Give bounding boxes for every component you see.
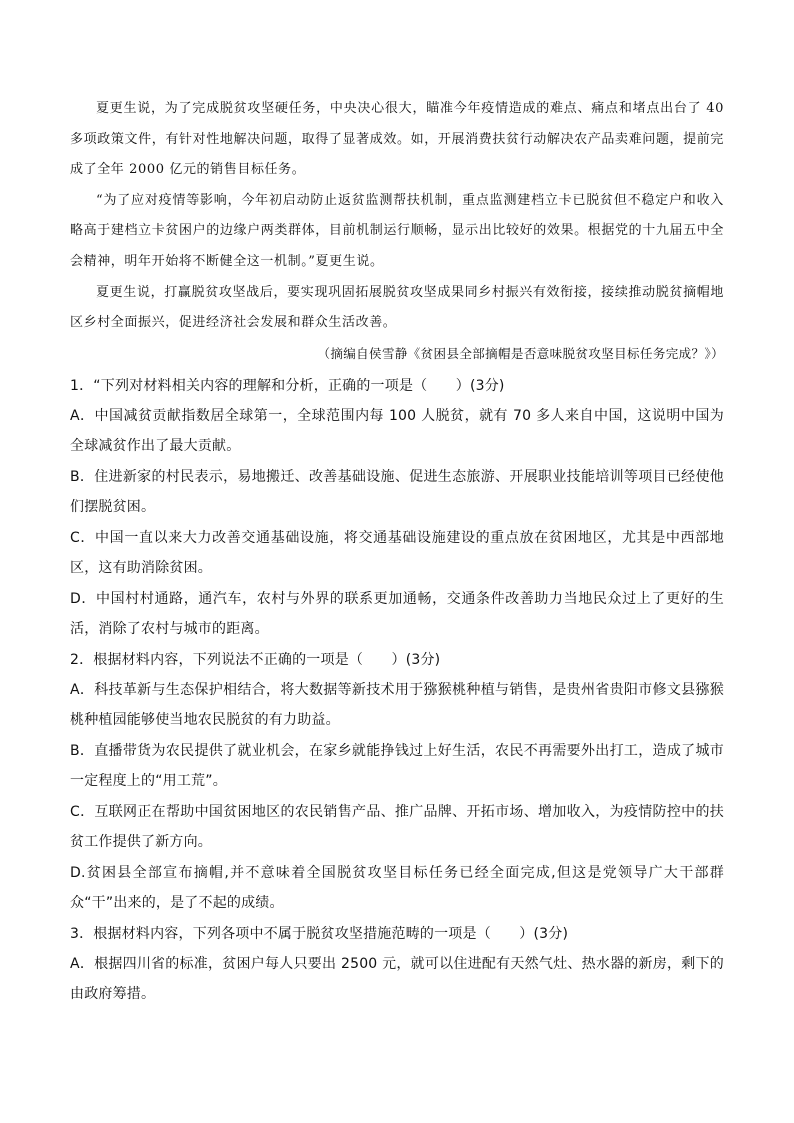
document-page [70, 94, 724, 1010]
question-2 [70, 645, 724, 919]
question-stem: 2．根据材料内容，下列说法不正确的一项是（ ）(3分) [70, 651, 441, 668]
passage-source: （摘编自侯雪静《贫困县全部摘帽是否意味脱贫攻坚目标任务完成？》） [317, 345, 724, 361]
option-c: C．互联网正在帮助中国贫困地区的农民销售产品、推广品牌、开拓市场、增加收入，为疫情防控中的扶贫工作提供了新方向。 [70, 803, 724, 851]
question-3 [70, 919, 724, 1010]
passage-paragraph-2: “为了应对疫情等影响，今年初启动防止返贫监测帮扶机制，重点监测建档立卡已脱贫但不稳定户和收入略高于建档立卡贫困户的边缘户两类群体，目前机制运行顺畅，显示出比较好的效果。根据党的十九届五中全会精神，明年开始将不断健全这一机制。”夏更生说。 [70, 192, 724, 269]
option-a: A．中国减贫贡献指数居全球第一，全球范围内每 100 人脱贫，就有 70 多人来自中国，这说明中国为全球减贫作出了最大贡献。 [70, 407, 724, 455]
reading-passage [70, 94, 724, 369]
option-d: D.贫困县全部宣布摘帽,并不意味着全国脱贫攻坚目标任务已经全面完成,但这是党领导广大干部群众“干”出来的，是了不起的成绩。 [70, 864, 724, 912]
option-c: C．中国一直以来大力改善交通基础设施，将交通基础设施建设的重点放在贫困地区，尤其是中西部地区，这有助消除贫困。 [70, 529, 724, 577]
question-stem: 3．根据材料内容，下列各项中不属于脱贫攻坚措施范畴的一项是（ ）(3分) [70, 925, 569, 942]
option-b: B．直播带货为农民提供了就业机会，在家乡就能挣钱过上好生活，农民不再需要外出打工，造成了城市一定程度上的“用工荒”。 [70, 742, 724, 790]
option-d: D．中国村村通路，通汽车，农村与外界的联系更加通畅，交通条件改善助力当地民众过上了更好的生活，消除了农村与城市的距离。 [70, 590, 724, 638]
question-1 [70, 371, 724, 645]
passage-paragraph-3: 夏更生说，打赢脱贫攻坚战后，要实现巩固拓展脱贫攻坚成果同乡村振兴有效衔接，接续推动脱贫摘帽地区乡村全面振兴，促进经济社会发展和群众生活改善。 [70, 284, 724, 331]
passage-paragraph-1: 夏更生说，为了完成脱贫攻坚硬任务，中央决心很大，瞄准今年疫情造成的难点、痛点和堵点出台了 40 多项政策文件，有针对性地解决问题，取得了显著成效。如，开展消费扶贫行动解决农产品卖难问题，提前完成了全年 2000 亿元的销售目标任务。 [70, 101, 724, 178]
question-stem: 1．“下列对材料相关内容的理解和分析，正确的一项是（ ）(3分) [70, 377, 505, 394]
question-list [70, 371, 724, 1010]
option-b: B．住进新家的村民表示，易地搬迁、改善基础设施、促进生态旅游、开展职业技能培训等项目已经使他们摆脱贫困。 [70, 468, 724, 516]
option-a: A．根据四川省的标准，贫困户每人只要出 2500 元，就可以住进配有天然气灶、热水器的新房，剩下的由政府筹措。 [70, 955, 724, 1003]
option-a: A．科技革新与生态保护相结合，将大数据等新技术用于猕猴桃种植与销售，是贵州省贵阳市修文县猕猴桃种植园能够使当地农民脱贫的有力助益。 [70, 681, 724, 729]
